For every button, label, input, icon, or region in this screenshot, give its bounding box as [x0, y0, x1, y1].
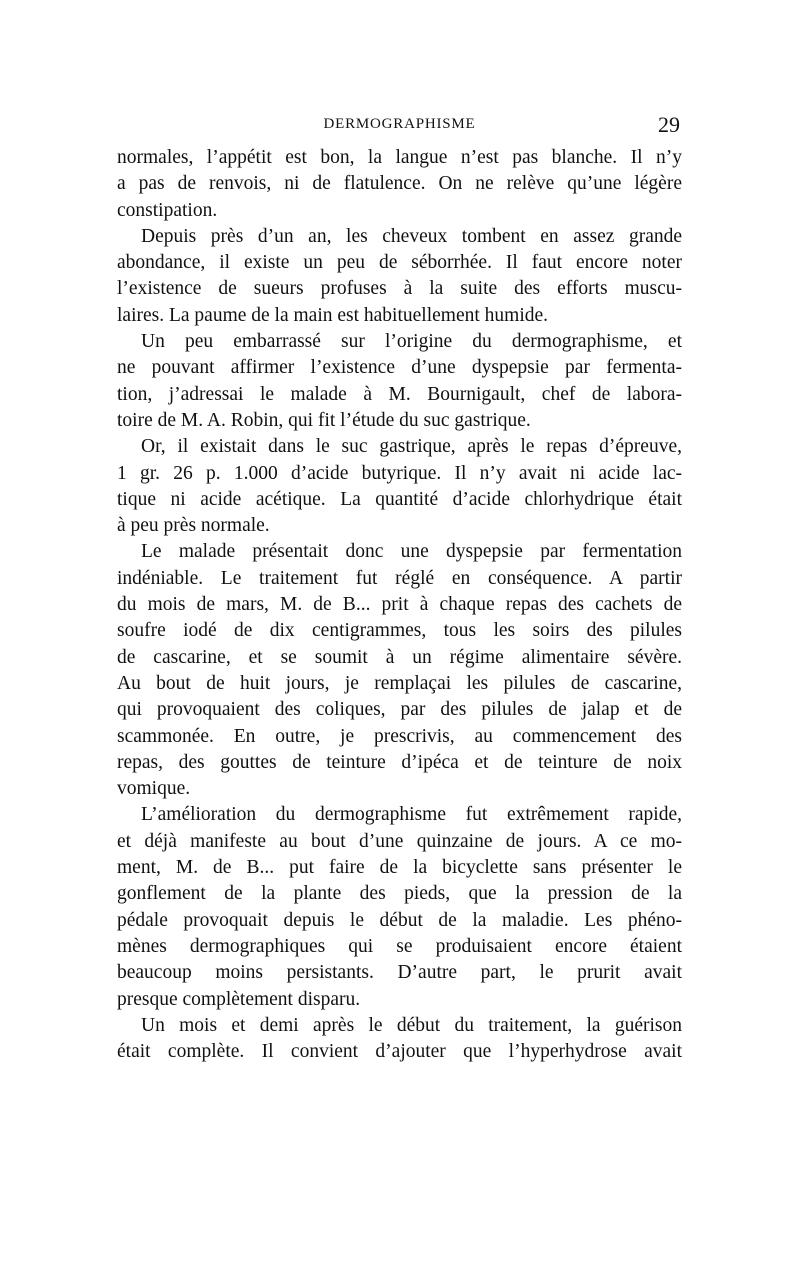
text-line: indéniable. Le traitement fut réglé en conséquence. A partir — [117, 567, 682, 589]
text-line: gonflement de la plante des pieds, que la pression de la — [117, 883, 682, 905]
paragraph-6 — [117, 802, 682, 1012]
text-body — [117, 145, 682, 1065]
text-line: constipation. — [117, 199, 218, 221]
text-line: pédale provoquait depuis le début de la maladie. Les phéno- — [117, 909, 682, 931]
text-line: Un mois et demi après le début du traitement, la guérison — [141, 1014, 682, 1036]
running-header — [117, 112, 682, 140]
text-line: ment, M. de B... put faire de la bicyclette sans présenter le — [117, 857, 682, 879]
text-line: ne pouvant affirmer l’existence d’une dyspepsie par fermenta- — [117, 357, 682, 379]
text-line: de cascarine, et se soumit à un régime alimentaire sévère. — [117, 646, 682, 668]
paragraph-4 — [117, 434, 682, 539]
text-line: mènes dermographiques qui se produisaient encore étaient — [117, 935, 682, 957]
text-line: Un peu embarrassé sur l’origine du dermographisme, et — [141, 331, 682, 353]
text-line: laires. La paume de la main est habituellement humide. — [117, 304, 549, 326]
text-line: tion, j’adressai le malade à M. Bournigault, chef de labora- — [117, 383, 682, 405]
text-line: à peu près normale. — [117, 515, 270, 537]
text-line: Depuis près d’un an, les cheveux tombent en assez grande — [141, 225, 682, 247]
text-line: scammonée. En outre, je prescrivis, au commencement des — [117, 725, 682, 747]
text-line: et déjà manifeste au bout d’une quinzaine de jours. A ce mo- — [117, 830, 682, 852]
text-line: soufre iodé de dix centigrammes, tous les soirs des pilules — [117, 620, 682, 642]
text-line: abondance, il existe un peu de séborrhée. Il faut encore noter — [117, 252, 682, 274]
text-line: Au bout de huit jours, je remplaçai les pilules de cascarine, — [117, 672, 682, 694]
text-line: tique ni acide acétique. La quantité d’acide chlorhydrique était — [117, 488, 682, 510]
text-line: L’amélioration du dermographisme fut extrêmement rapide, — [141, 804, 682, 826]
paragraph-1 — [117, 145, 682, 224]
text-line: beaucoup moins persistants. D’autre part, le prurit avait — [117, 962, 682, 984]
paragraph-7 — [117, 1013, 682, 1066]
text-line: presque complètement disparu. — [117, 988, 361, 1010]
text-line: vomique. — [117, 778, 191, 800]
text-line: Le malade présentait donc une dyspepsie par fermentation — [141, 541, 682, 563]
page-number: 29 — [658, 112, 680, 137]
text-line: Or, il existait dans le suc gastrique, après le repas d’épreuve, — [141, 436, 682, 458]
text-line: toire de M. A. Robin, qui fit l’étude du suc gastrique. — [117, 409, 531, 431]
paragraph-3 — [117, 329, 682, 434]
text-line: l’existence de sueurs profuses à la suite des efforts muscu- — [117, 278, 682, 300]
text-line: du mois de mars, M. de B... prit à chaque repas des cachets de — [117, 594, 682, 616]
text-line: était complète. Il convient d’ajouter que l’hyperhydrose avait — [117, 1041, 682, 1063]
text-line: 1 gr. 26 p. 1.000 d’acide butyrique. Il n’y avait ni acide lac- — [117, 462, 682, 484]
text-line: repas, des gouttes de teinture d’ipéca et de teinture de noix — [117, 751, 682, 773]
paragraph-2 — [117, 224, 682, 329]
text-line: a pas de renvois, ni de flatulence. On ne relève qu’une légère — [117, 173, 682, 195]
text-line: normales, l’appétit est bon, la langue n’est pas blanche. Il n’y — [117, 147, 682, 168]
paragraph-5 — [117, 539, 682, 802]
text-line: qui provoquaient des coliques, par des pilules de jalap et de — [117, 699, 682, 721]
running-title: DERMOGRAPHISME — [323, 116, 476, 132]
